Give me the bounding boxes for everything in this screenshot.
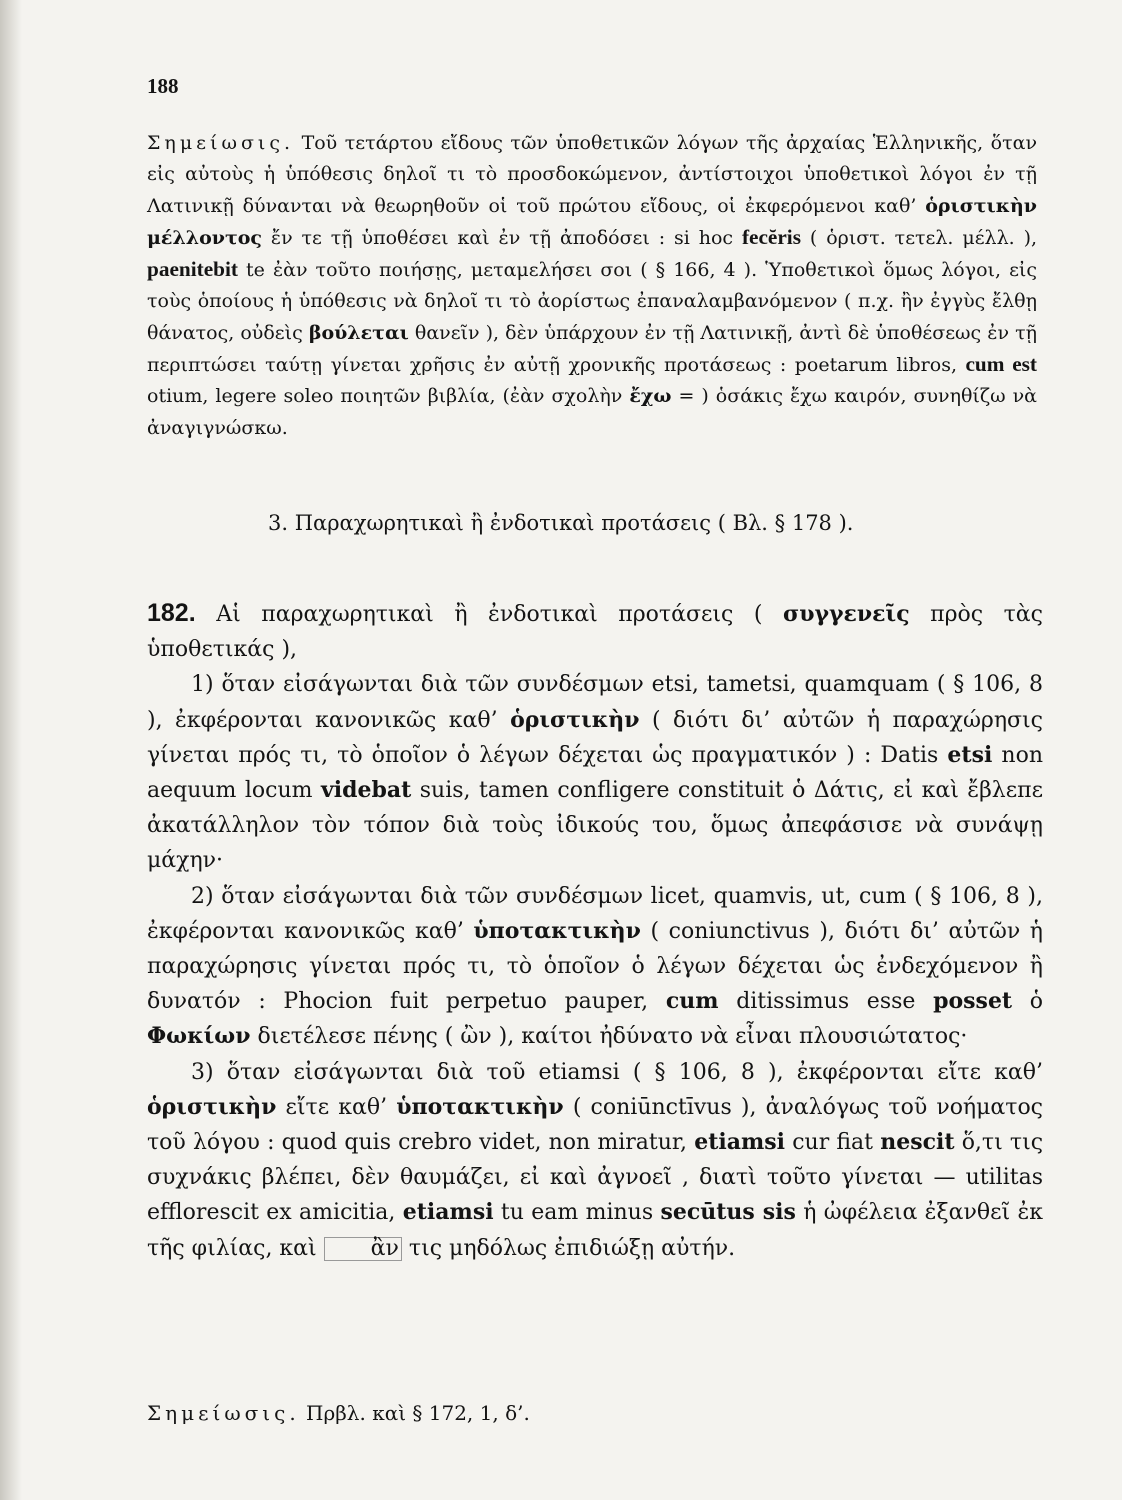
item-bold-term: ὑποτακτικὴν: [396, 1093, 564, 1120]
subsection-heading: 3. Παραχωρητικαὶ ἢ ἐνδοτικαὶ προτάσεις ( Βλ. § 178 ).: [268, 511, 854, 535]
note-paragraph: [147, 128, 1037, 444]
section-182: [147, 596, 1043, 1266]
note-label: Σημείωσις.: [147, 132, 295, 154]
note-text: Τοῦ τετάρτου εἴδους τῶν ὑποθετικῶν λόγων τῆς ἀρχαίας Ἑλληνικῆς, ὅταν εἰς αὐτοὺς ἡ ὑπόθεσις δηλοῖ τι τὸ προσδοκώμενον, ἀντίστοιχοι ὑποθετικοὶ λόγοι ἐν τῇ Λατινικῇ δύνανται νὰ θεωρηθοῦν οἱ τοῦ πρώτου εἴδους, οἱ ἐκφερόμενοι καθ’: [147, 132, 1037, 217]
section-number: 182.: [147, 599, 196, 627]
note-latin-bold: fecĕris: [741, 224, 801, 249]
item-text: ὁ: [1029, 989, 1044, 1015]
item-bold-term: Φωκίων: [147, 1023, 251, 1050]
item-text: 1) ὅταν εἰσάγωνται διὰ τῶν συνδέσμων etsi, tametsi, quamquam ( § 106, 8 ), ἐκφέρονται κανονικῶς καθ’: [147, 672, 1043, 733]
section-intro: [147, 596, 1043, 667]
note-text: ἔν τε τῇ ὑποθέσει καὶ ἐν τῇ ἀποδόσει : si hoc: [270, 226, 734, 249]
item-bold-term: cum: [665, 988, 719, 1015]
item-bold-term: secūtus sis: [660, 1199, 796, 1226]
item-bold-term: etsi: [947, 741, 993, 768]
item-bold-term: ὑποτακτικὴν: [473, 917, 641, 944]
item-text: ( coniunctivus ), διότι δι’ αὐτῶν ἡ παραχώρησις γίνεται πρός τι, τὸ ὁποῖον ὁ λέγων δέχεται ὡς ἐνδεχόμενον ἢ δυνατόν : Phocion fuit perpetuo pauper,: [147, 918, 1043, 1015]
item-text: 3) ὅταν εἰσάγωνται διὰ τοῦ etiamsi ( § 106, 8 ), ἐκφέρονται εἴτε καθ’: [191, 1059, 1043, 1085]
note-bold-term: ὁριστικὴν μέλλοντος: [147, 194, 1037, 249]
item-text: non aequum locum: [147, 742, 1043, 804]
item-bold-term: ὁριστικὴν: [510, 706, 640, 733]
item-text: διετέλεσε πένης ( ὢν ), καίτοι ἠδύνατο νὰ εἶναι πλουσιώτατος·: [257, 1024, 968, 1050]
page-gutter-shadow: [0, 0, 22, 1500]
item-text: ὅ,τι τις συχνάκις βλέπει, δὲν θαυμάζει, εἰ καὶ ἀγνοεῖ , διατὶ τοῦτο γίνεται — utilitas efflorescit ex amicitia,: [147, 1130, 1044, 1226]
item-text: cur fiat: [792, 1130, 874, 1156]
note-text: otium, legere soleo ποιητῶν βιβλία, (ἐὰν σχολὴν: [147, 385, 623, 408]
item-text: ( διότι δι’ αὐτῶν ἡ παραχώρησις γίνεται πρός τι, τὸ ὁποῖον ὁ λέγων δέχεται ὡς πραγματικόν ) : Datis: [147, 707, 1043, 768]
note-latin-bold: cum est: [965, 352, 1037, 377]
final-note: [147, 1398, 947, 1428]
list-item: [147, 667, 1043, 878]
item-bold-term: etiamsi: [694, 1129, 786, 1156]
item-bold-term: nescit: [880, 1129, 955, 1156]
list-item: [147, 879, 1043, 1055]
note-bold-term: βούλεται: [308, 321, 409, 344]
item-text: 2) ὅταν εἰσάγωνται διὰ τῶν συνδέσμων licet, quamvis, ut, cum ( § 106, 8 ), ἐκφέρονται κανονικῶς καθ’: [147, 883, 1043, 944]
final-note-text: Πρβλ. καὶ § 172, 1, δ’.: [306, 1401, 530, 1425]
item-text: τις μηδόλως ἐπιδιώξῃ αὐτήν.: [408, 1235, 736, 1261]
final-note-label: Σημείωσις.: [147, 1401, 300, 1425]
boxed-word: ἂν: [324, 1237, 402, 1261]
list-item: [147, 1055, 1043, 1266]
item-text: tu eam minus: [500, 1200, 654, 1226]
page-number: 188: [147, 74, 179, 98]
item-text: ( coniūnctīvus ), ἀναλόγως τοῦ νοήματος τοῦ λόγου : quod quis crebro videt, non miratur,: [147, 1094, 1044, 1156]
section-text: Αἱ παραχωρητικαὶ ἢ ἐνδοτικαὶ προτάσεις (: [216, 602, 763, 627]
item-bold-term: videbat: [320, 777, 412, 804]
note-bold-term: ἔχω: [629, 385, 672, 408]
note-text: θανεῖν ), δὲν ὑπάρχουν ἐν τῇ Λατινικῇ, ἀντὶ δὲ ὑποθέσεως ἐν τῇ περιπτώσει ταύτῃ γίνεται χρῆσις ἐν αὐτῇ χρονικῆς προτάσεως : poetarum libros,: [147, 321, 1037, 377]
item-text: ἡ ὠφέλεια ἐξανθεῖ ἐκ τῆς φιλίας, καὶ: [147, 1200, 1043, 1261]
note-text: ( ὁριστ. τετελ. μέλλ. ),: [809, 226, 1038, 249]
note-text: te ἐὰν τοῦτο ποιήσῃς, μεταμελήσει σοι ( § 166, 4 ). Ὑποθετικοὶ ὅμως λόγοι, εἰς τοὺς ὁποίους ἡ ὑπόθεσις νὰ δηλοῖ τι τὸ ἀορίστως ἐπαναλαμβανόμενον ( π.χ. ἢν ἐγγὺς ἔλθῃ θάνατος, οὐδεὶς: [147, 259, 1037, 344]
item-text: ditissimus esse: [736, 989, 916, 1015]
section-bold-term: συγγενεῖς: [783, 601, 910, 627]
item-bold-term: etiamsi: [402, 1199, 494, 1226]
item-text: suis, tamen confligere constituit ὁ Δάτις, εἰ καὶ ἔβλεπε ἀκατάλληλον τὸν τόπον διὰ τοὺς ἰδικούς του, ὅμως ἀπεφάσισε νὰ συνάψῃ μάχην·: [147, 778, 1044, 874]
item-bold-term: posset: [933, 988, 1013, 1015]
section-text: πρὸς τὰς ὑποθετικάς ),: [147, 602, 1043, 663]
item-text: εἴτε καθ’: [285, 1094, 388, 1120]
note-latin-bold: paenitebit: [147, 257, 238, 282]
item-bold-term: ὁριστικὴν: [147, 1093, 277, 1120]
note-text: = ) ὁσάκις ἔχω καιρόν, συνηθίζω νὰ ἀναγιγνώσκω.: [147, 385, 1038, 439]
